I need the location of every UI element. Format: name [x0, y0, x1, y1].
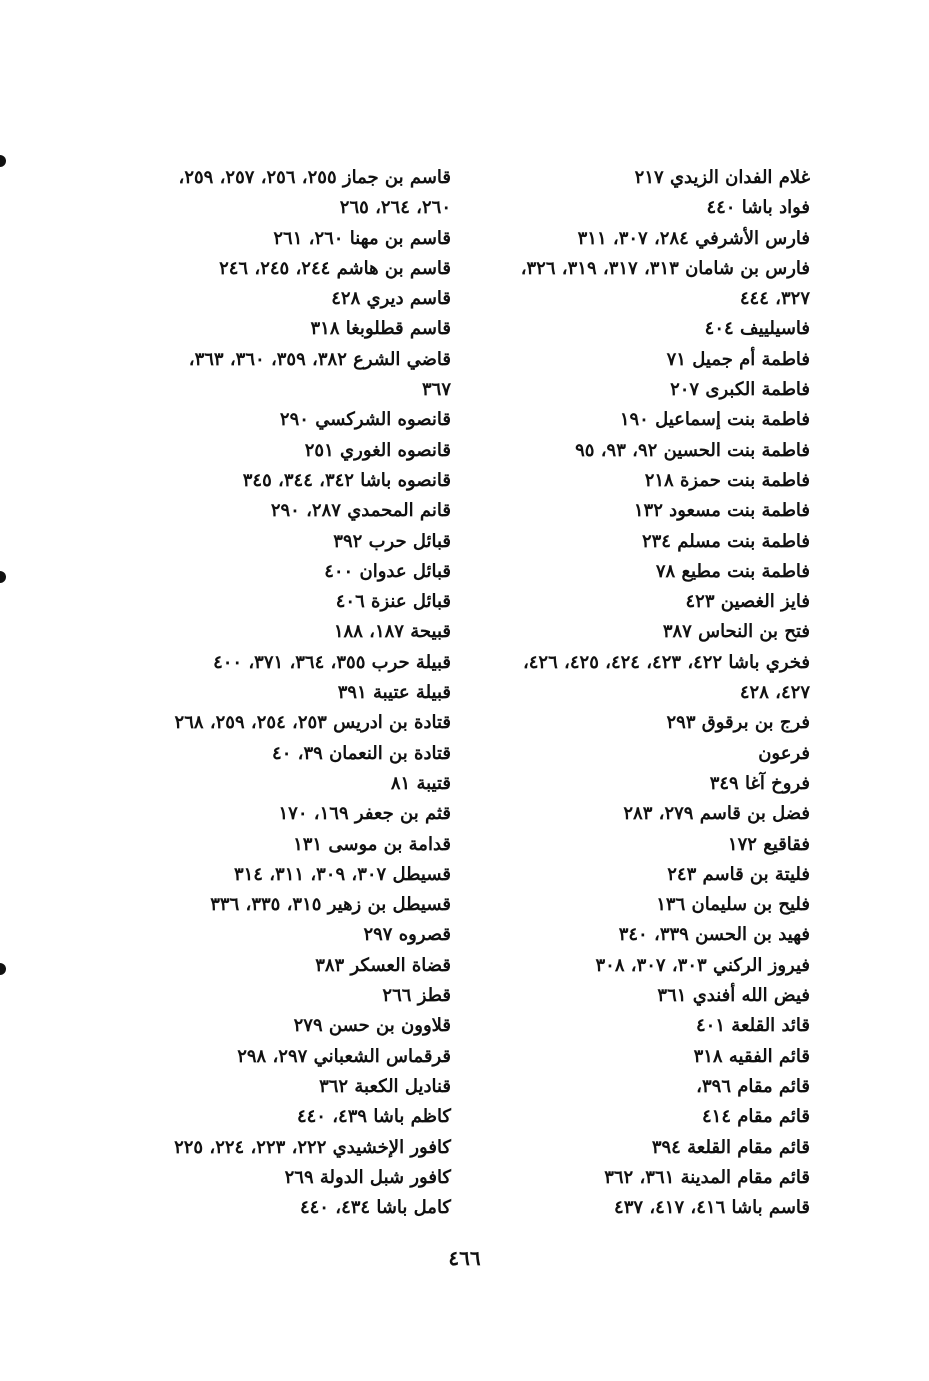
index-entry: قبائل حرب ٣٩٢	[333, 530, 451, 552]
index-entry: فاطمة الكبرى ٢٠٧	[670, 379, 810, 401]
index-entry: ٤٢٧، ٤٢٨	[739, 682, 810, 704]
index-entry: قصروه ٢٩٧	[363, 924, 451, 946]
index-entry: قلاوون بن حسن ٢٧٩	[293, 1015, 451, 1037]
index-entry: فاطمة بنت الحسين ٩٢، ٩٣، ٩٥	[575, 439, 810, 461]
index-entry: فليتة بن قاسم ٢٤٣	[667, 863, 810, 885]
index-entry: فايز الغصين ٤٢٣	[685, 591, 810, 613]
index-entry: قبائل عنزة ٤٠٦	[335, 591, 451, 613]
index-entry: قثم بن جعفر ١٦٩، ١٧٠	[278, 803, 451, 825]
index-entry: قتادة بن ادريس ٢٥٣، ٢٥٤، ٢٥٩، ٢٦٨	[174, 712, 451, 734]
index-entry: قبيلة حرب ٣٥٥، ٣٦٤، ٣٧١، ٤٠٠	[213, 651, 451, 673]
index-entry: قاسم بن مهنا ٢٦٠، ٢٦١	[273, 227, 451, 249]
index-entry: قتادة بن النعمان ٣٩، ٤٠	[272, 742, 451, 764]
index-entry: فقاقيع ١٧٢	[727, 833, 810, 855]
index-entry: قبيلة عتيبة ٣٩١	[337, 682, 451, 704]
index-entry: قاسم باشا ٤١٦، ٤١٧، ٤٣٧	[614, 1197, 810, 1219]
index-entry: فاسيلييف ٤٠٤	[704, 318, 810, 340]
index-entry: فيض الله أفندي ٣٦١	[657, 985, 810, 1007]
index-entry: قاضي الشرع ٣٨٢، ٣٥٩، ٣٦٠، ٣٦٣،	[188, 348, 451, 370]
index-entry: فاطمة أم جميل ٧١	[666, 348, 810, 370]
index-entry: قبيحة ١٨٧، ١٨٨	[333, 621, 451, 643]
index-entry: قسيطل بن زهير ٣١٥، ٣٣٥، ٣٣٦	[210, 894, 451, 916]
index-entry: فيروز الركني ٣٠٣، ٣٠٧، ٣٠٨	[595, 954, 810, 976]
index-entry: قائم مقام القلعة ٣٩٤	[651, 1136, 810, 1158]
index-entry: غلام الفدان الزيدي ٢١٧	[634, 167, 810, 188]
index-entry: قائم مقام ٣٩٦،	[696, 1075, 810, 1097]
index-entry: قائد القلعة ٤٠١	[696, 1015, 810, 1037]
index-entry: قناديل الكعبة ٣٦٢	[319, 1075, 451, 1097]
index-entry: كافور شبل الدولة ٢٦٩	[284, 1166, 451, 1188]
index-entry: فليح بن سليمان ١٣٦	[656, 894, 810, 916]
index-entry: قاسم قطلوبغا ٣١٨	[310, 318, 451, 340]
index-entry: فروخ آغا ٣٤٩	[709, 772, 810, 794]
index-entry: قسيطل ٣٠٧، ٣٠٩، ٣١١، ٣١٤	[233, 863, 451, 885]
index-entry: فاطمة بنت إسماعيل ١٩٠	[619, 409, 810, 431]
margin-mark-middle	[0, 571, 6, 583]
index-entry: قاسم ديري ٤٢٨	[331, 288, 451, 310]
index-entry: فخري باشا ٤٢٢، ٤٢٣، ٤٢٤، ٤٢٥، ٤٢٦،	[522, 651, 810, 673]
index-entry: كافور الإخشيدي ٢٢٢، ٢٢٣، ٢٢٤، ٢٢٥	[174, 1136, 451, 1158]
index-entry: فتح بن النحاس ٣٨٧	[662, 621, 810, 643]
index-entry: فاطمة بنت حمزة ٢١٨	[644, 469, 810, 491]
index-entry: قطز ٢٦٦	[382, 985, 451, 1007]
index-entry: قائم مقام المدينة ٣٦١، ٣٦٢	[604, 1166, 810, 1188]
index-entry: كامل باشا ٤٣٤، ٤٤٠	[299, 1197, 451, 1219]
index-entry: قضاة العسكر ٣٨٣	[315, 954, 451, 976]
index-entry: فرج بن برقوق ٢٩٣	[666, 712, 810, 734]
index-column-left	[121, 163, 451, 1223]
index-column-right	[470, 163, 810, 1223]
page-number: ٤٦٦	[448, 1246, 481, 1270]
index-entry: قاسم بن جماز ٢٥٥، ٢٥٦، ٢٥٧، ٢٥٩،	[178, 167, 451, 188]
index-entry: قانم المحمدي ٢٨٧، ٢٩٠	[270, 500, 451, 522]
index-entry: قاسم بن هاشم ٢٤٤، ٢٤٥، ٢٤٦	[219, 257, 451, 279]
index-entry: كاظم باشا ٤٣٩، ٤٤٠	[296, 1106, 451, 1128]
index-entry: فارس بن شامان ٣١٣، ٣١٧، ٣١٩، ٣٢٦،	[520, 257, 810, 279]
index-entry: ٣٢٧، ٤٤٤	[739, 288, 810, 310]
index-entry: قدامة بن موسى ١٣١	[293, 833, 451, 855]
index-entry: فرعون	[758, 742, 810, 764]
index-entry: فاطمة بنت مسعود ١٣٢	[633, 500, 810, 522]
index-entry: فارس الأشرفي ٢٨٤، ٣٠٧، ٣١١	[577, 227, 810, 249]
index-entry: قانصوه الغوري ٢٥١	[304, 439, 451, 461]
index-entry: فاطمة بنت مطيع ٧٨	[655, 560, 810, 582]
index-entry: قانصوه باشا ٣٤٢، ٣٤٤، ٣٤٥	[242, 469, 451, 491]
index-entry: ٢٦٠، ٢٦٤، ٢٦٥	[339, 197, 451, 219]
index-entry: قائم الفقيه ٣١٨	[693, 1045, 810, 1067]
index-entry: فواد باشا ٤٤٠	[706, 197, 810, 219]
index-entry: فهيد بن الحسن ٣٣٩، ٣٤٠	[618, 924, 810, 946]
index-entry: قرقماس الشعباني ٢٩٧، ٢٩٨	[237, 1045, 451, 1067]
index-entry: ٣٦٧	[421, 379, 451, 401]
margin-mark-bottom	[0, 963, 6, 975]
margin-mark-top	[0, 155, 6, 167]
index-entry: فاطمة بنت مسلم ٢٣٤	[641, 530, 810, 552]
index-entry: قبائل عدوان ٤٠٠	[324, 560, 451, 582]
index-entry: قانصوه الشركسي ٢٩٠	[279, 409, 451, 431]
index-entry: قتيبة ٨١	[390, 772, 451, 794]
index-entry: فضل بن قاسم ٢٧٩، ٢٨٣	[623, 803, 810, 825]
index-entry: قائم مقام ٤١٤	[701, 1106, 810, 1128]
